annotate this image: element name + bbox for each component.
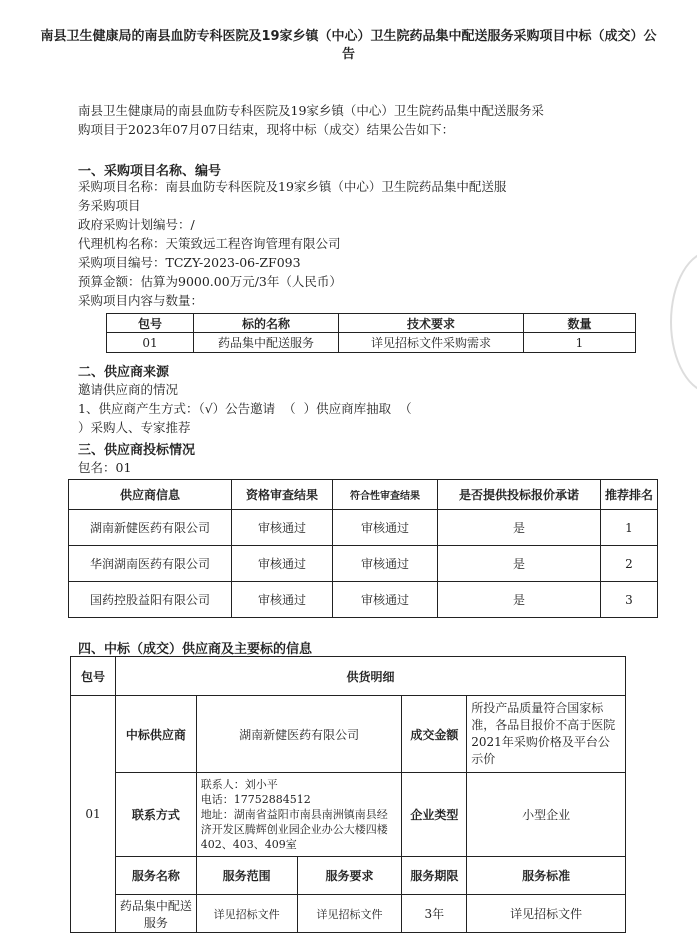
table-cell: 3 — [601, 582, 658, 618]
table-cell: 审核通过 — [333, 546, 438, 582]
amount-value: 所投产品质量符合国家标准，各品目报价不高于医院2021年采购价格及平台公示价 — [467, 696, 626, 773]
table-cell: 1 — [524, 333, 636, 353]
table-cell: 是 — [438, 546, 601, 582]
table-cell: 2 — [601, 546, 658, 582]
bids-table — [68, 479, 658, 618]
section1-heading: 一、采购项目名称、编号 — [78, 164, 222, 179]
detail-header: 供货明细 — [115, 657, 625, 696]
table-cell: 审核通过 — [333, 510, 438, 546]
intro-line-2: 购项目于2023年07月07日结束，现将中标（成交）结果公告如下： — [78, 122, 455, 137]
pkg-number: 01 — [71, 696, 116, 933]
svc-cell: 3年 — [402, 895, 467, 933]
content-label: 采购项目内容与数量： — [78, 293, 204, 308]
table-cell: 国药控股益阳有限公司 — [69, 582, 232, 618]
type-value: 小型企业 — [467, 773, 626, 857]
svc-header: 服务范围 — [196, 857, 297, 895]
section4-heading: 四、中标（成交）供应商及主要标的信息 — [78, 642, 313, 657]
section2-heading: 二、供应商来源 — [78, 365, 170, 380]
contact-phone: 电话：17752884512 — [200, 793, 311, 806]
project-number: 采购项目编号：TCZY-2023-06-ZF093 — [78, 255, 301, 270]
table-cell: 华润湖南医药有限公司 — [69, 546, 232, 582]
table-cell: 审核通过 — [232, 582, 333, 618]
budget: 预算金额：估算为9000.00万元/3年（人民币） — [78, 274, 342, 289]
pkg-header: 包号 — [71, 657, 116, 696]
table-cell: 湖南新健医药有限公司 — [69, 510, 232, 546]
plan-number: 政府采购计划编号：/ — [78, 217, 195, 232]
table-cell: 药品集中配送服务 — [194, 333, 339, 353]
project-name-line-1: 采购项目名称：南县血防专科医院及19家乡镇（中心）卫生院药品集中配送服 — [78, 179, 507, 194]
table-row — [69, 546, 658, 582]
col-header: 是否提供投标报价承诺 — [438, 480, 601, 510]
col-header: 技术要求 — [339, 314, 524, 333]
table-cell: 详见招标文件采购需求 — [339, 333, 524, 353]
type-label: 企业类型 — [402, 773, 467, 857]
intro-line-1: 南县卫生健康局的南县血防专科医院及19家乡镇（中心）卫生院药品集中配送服务采 — [78, 103, 544, 118]
svc-header: 服务期限 — [402, 857, 467, 895]
svc-cell: 药品集中配送服务 — [115, 895, 196, 933]
contact-person: 联系人：刘小平 — [200, 778, 278, 791]
amount-label: 成交金额 — [402, 696, 467, 773]
section3-heading: 三、供应商投标情况 — [78, 443, 196, 458]
svc-cell: 详见招标文件 — [467, 895, 626, 933]
award-table — [70, 656, 626, 933]
supplier-method-2: ）采购人、专家推荐 — [78, 420, 191, 435]
winner-name: 湖南新健医药有限公司 — [196, 696, 402, 773]
agency-name: 代理机构名称：天策致远工程咨询管理有限公司 — [78, 236, 341, 251]
table-cell: 审核通过 — [232, 546, 333, 582]
table-cell: 01 — [107, 333, 194, 353]
package-name: 包名：01 — [78, 460, 132, 475]
svc-header: 服务名称 — [115, 857, 196, 895]
table-cell: 是 — [438, 510, 601, 546]
seal-stamp — [670, 250, 697, 394]
supplier-source: 邀请供应商的情况 — [78, 382, 179, 397]
svc-header: 服务标准 — [467, 857, 626, 895]
table-row — [69, 510, 658, 546]
col-header: 数量 — [524, 314, 636, 333]
col-header: 供应商信息 — [69, 480, 232, 510]
svc-header: 服务要求 — [297, 857, 402, 895]
col-header: 包号 — [107, 314, 194, 333]
winner-label: 中标供应商 — [115, 696, 196, 773]
contact-address: 地址：湖南省益阳市南县南洲镇南县经济开发区腾辉创业园企业办公大楼四楼402、403、409室 — [200, 808, 388, 851]
svc-cell: 详见招标文件 — [297, 895, 402, 933]
col-header: 标的名称 — [194, 314, 339, 333]
table-cell: 审核通过 — [232, 510, 333, 546]
page-title: 南县卫生健康局的南县血防专科医院及19家乡镇（中心）卫生院药品集中配送服务采购项目中标（成交）公告 — [40, 29, 657, 62]
svc-cell: 详见招标文件 — [196, 895, 297, 933]
contact-label: 联系方式 — [115, 773, 196, 857]
col-header: 符合性审查结果 — [333, 480, 438, 510]
col-header: 资格审查结果 — [232, 480, 333, 510]
project-name-line-2: 务采购项目 — [78, 198, 141, 213]
supplier-method-1: 1、供应商产生方式：（√）公告邀请 （ ）供应商库抽取 （ — [78, 401, 412, 416]
table-cell: 1 — [601, 510, 658, 546]
table-cell: 审核通过 — [333, 582, 438, 618]
table-row — [69, 582, 658, 618]
col-header: 推荐排名 — [601, 480, 658, 510]
content-table — [106, 313, 636, 353]
table-cell: 是 — [438, 582, 601, 618]
